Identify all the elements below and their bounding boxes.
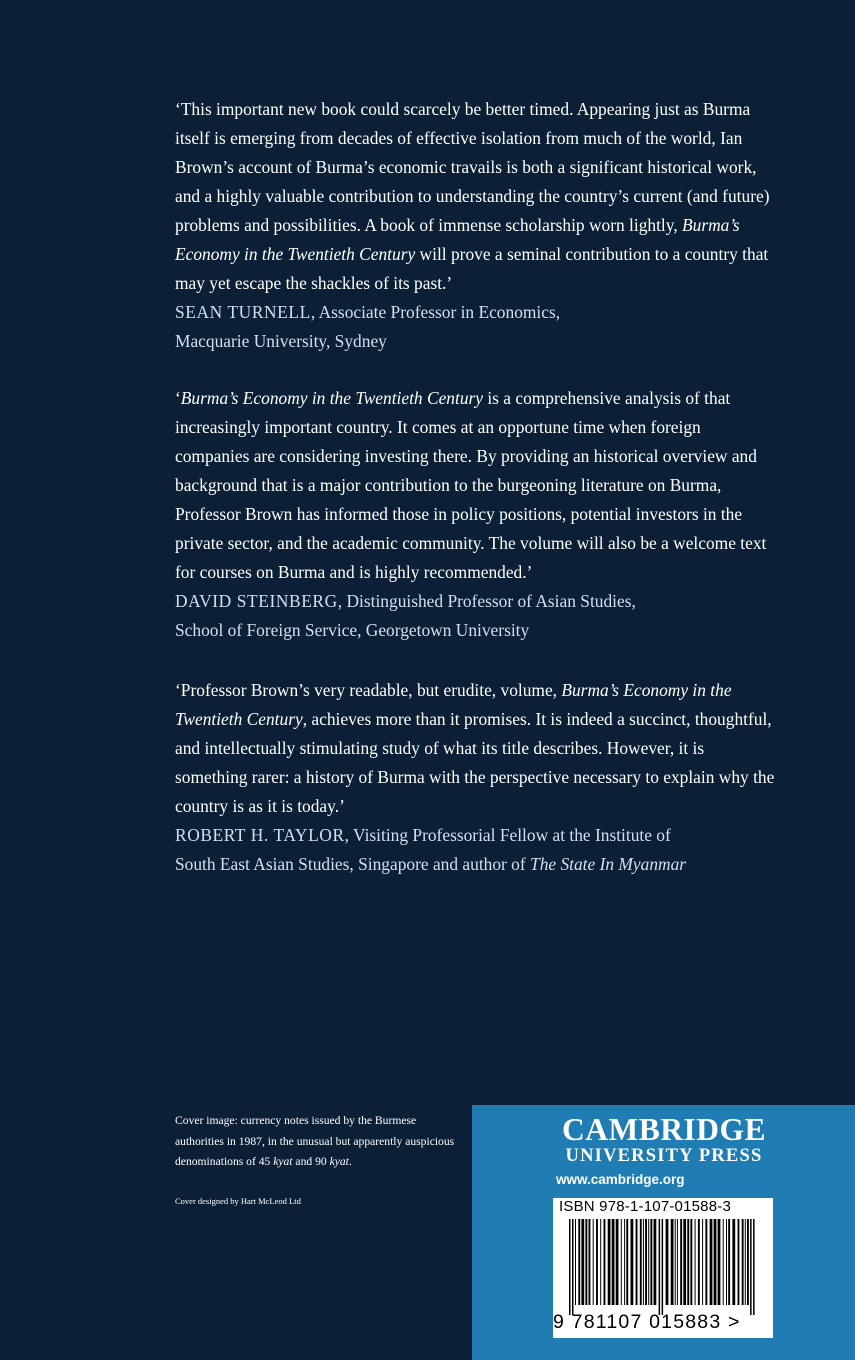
barcode-guard-bar (753, 1219, 755, 1315)
review-steinberg (175, 384, 775, 645)
barcode-guard-bar (659, 1219, 661, 1315)
barcode-bar (677, 1219, 678, 1305)
barcode-bar (683, 1219, 686, 1305)
barcode-bar (718, 1219, 721, 1305)
barcode-bar (631, 1219, 634, 1305)
barcode-bar (640, 1219, 642, 1305)
barcode-bar (714, 1219, 717, 1305)
barcode-digits: 9 781107 015883 > (553, 1311, 741, 1333)
barcode-bar (626, 1219, 628, 1305)
barcode-bar (593, 1219, 594, 1305)
barcode-bar (650, 1219, 652, 1305)
barcode-bar (666, 1219, 669, 1305)
barcode-bar (608, 1219, 611, 1305)
barcode-guard-bar (569, 1219, 571, 1315)
book-title: Burma’s Economy in the Twentieth Century (175, 215, 740, 264)
barcode-bar (654, 1219, 657, 1305)
barcode-bar (690, 1219, 692, 1305)
book-title: Burma’s Economy in the Twentieth Century (175, 680, 732, 729)
publisher-panel (472, 1105, 855, 1360)
barcode-bar (645, 1219, 647, 1305)
barcode-bar (747, 1219, 749, 1305)
barcode-bar (738, 1219, 740, 1305)
isbn-label: ISBN 978-1-107-01588-3 (559, 1198, 732, 1215)
barcode-bar (621, 1219, 622, 1305)
barcode-bar (589, 1219, 591, 1305)
review-attribution: DAVID STEINBERG, Distinguished Professor of Asian Studies, School of Foreign Service, Georgetown University (175, 591, 636, 640)
barcode-bar (745, 1219, 746, 1305)
cover-image-credit: Cover image: currency notes issued by the Burmese authorities in 1987, in the unusual but apparently auspicious denominations of 45 kyat and 90 kyat. (175, 1114, 455, 1168)
barcode-guard-bar (572, 1219, 574, 1315)
barcode-bar (705, 1219, 707, 1305)
barcode-bar (695, 1219, 696, 1305)
barcode-guard-bar (662, 1219, 664, 1315)
barcode-bar (581, 1219, 584, 1305)
barcode-bar (612, 1219, 615, 1305)
isbn-barcode (553, 1198, 773, 1338)
publisher-logo-press: UNIVERSITY PRESS (565, 1146, 763, 1166)
barcode-bar (675, 1219, 676, 1305)
review-quote: ‘Professor Brown’s very readable, but erudite, volume, Burma’s Economy in the Twentieth Century, achieves more than it promises. It is indeed a succinct, thoughtful, and intellectually stimulating study of what its title describes. However, it is something rarer: a history of Burma with the perspective necessary to explain why the country is as it is today.’ (175, 680, 775, 816)
review-quote: ‘Burma’s Economy in the Twentieth Century is a comprehensive analysis of that increasingly important country. It comes at an opportune time when foreign companies are considering investing there. By providing an historical overview and background that is a major contribution to the burgeoning literature on Burma, Professor Brown has informed those in policy positions, potential investors in the private sector, and the academic community. The volume will also be a welcome text for courses on Burma and is highly recommended.’ (175, 388, 767, 582)
barcode-bar (726, 1219, 727, 1305)
barcode-bar (648, 1219, 649, 1305)
barcode-bar (596, 1219, 598, 1305)
cover-designer-credit: Cover designed by Hart McLeod Ltd (175, 1196, 301, 1206)
barcode-bar (728, 1219, 730, 1305)
publisher-logo-name: CAMBRIDGE (561, 1112, 766, 1147)
reviewer-book-title: The State In Myanmar (530, 854, 687, 874)
review-quote: ‘This important new book could scarcely be better timed. Appearing just as Burma itself is emerging from decades of effective isolation from much of the world, Ian Brown’s account of Burma’s economic travails is both a significant historical work, and a highly valuable contribution to understanding the country’s current (and future) problems and possibilities. A book of immense scholarship worn lightly, Burma’s Economy in the Twentieth Century will prove a seminal contribution to a country that may yet escape the shackles of its past.’ (175, 99, 770, 293)
barcode-bar (702, 1219, 703, 1305)
barcode-bar (680, 1219, 682, 1305)
barcode-bar (616, 1219, 619, 1305)
barcode-bar (698, 1219, 700, 1305)
barcode-bar (585, 1219, 587, 1305)
reviewer-name: SEAN TURNELL (175, 302, 311, 322)
barcode-bar (710, 1219, 713, 1305)
barcode-bar (636, 1219, 638, 1305)
barcode-bar (575, 1219, 576, 1305)
barcode-bars (553, 1219, 773, 1315)
barcode-bar (643, 1219, 644, 1305)
review-turnell (175, 95, 775, 356)
review-taylor (175, 676, 775, 879)
barcode-bar (732, 1219, 735, 1305)
review-attribution: SEAN TURNELL, Associate Professor in Economics, Macquarie University, Sydney (175, 302, 561, 351)
barcode-bar (604, 1219, 606, 1305)
barcode-bar (600, 1219, 601, 1305)
reviewer-name: ROBERT H. TAYLOR (175, 825, 345, 845)
publisher-url: www.cambridge.org (556, 1172, 685, 1187)
barcode-bar (624, 1219, 625, 1305)
barcode-bar (671, 1219, 674, 1305)
barcode-bar (723, 1219, 724, 1305)
barcode-bar (687, 1219, 689, 1305)
barcode-guard-bar (750, 1219, 752, 1315)
reviewer-name: DAVID STEINBERG (175, 591, 338, 611)
barcode-bar (578, 1219, 580, 1305)
barcode-bar (742, 1219, 744, 1305)
book-title: Burma’s Economy in the Twentieth Century (180, 388, 483, 408)
review-attribution: ROBERT H. TAYLOR, Visiting Professorial Fellow at the Institute of South East Asian Studies, Singapore and author of The State In Myanmar (175, 825, 687, 874)
